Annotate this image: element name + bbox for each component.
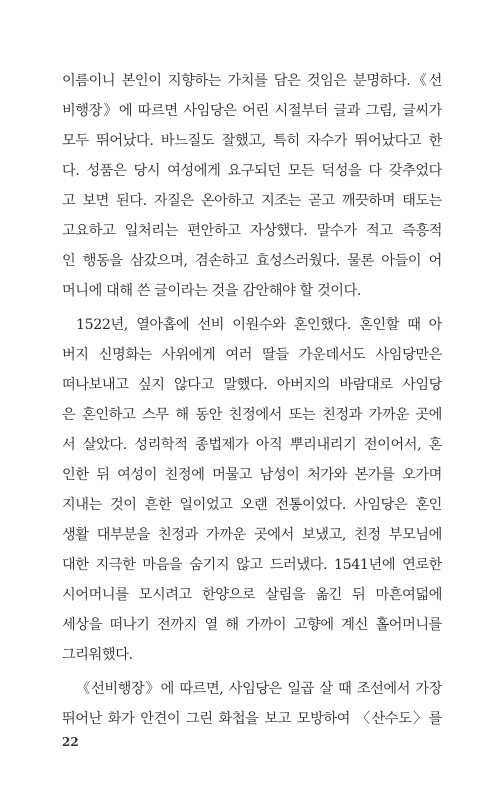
text-line: 생활 대부분을 친정과 가까운 곳에서 보냈고, 친정 부모님에 — [62, 527, 442, 543]
text-line: 떠나보내고 싶지 않다고 말했다. 아버지의 바람대로 사임당 — [62, 377, 442, 393]
text-line: 버지 신명화는 사위에게 여러 딸들 가운데서도 사임당만은 — [62, 347, 442, 363]
text-line: 고요하고 일처리는 편안하고 자상했다. 말수가 적고 즉흥적 — [62, 223, 442, 239]
text-line: 《선비행장》에 따르면, 사임당은 일곱 살 때 조선에서 가장 — [76, 681, 442, 697]
text-line: 시어머니를 모시려고 한양으로 살림을 옮긴 뒤 마흔여덟에 — [62, 587, 442, 603]
page-number: 22 — [62, 735, 79, 749]
text-line: 1522년, 열아홉에 선비 이원수와 혼인했다. 혼인할 때 아 — [76, 317, 442, 333]
text-line: 대한 지극한 마음을 숨기지 않고 드러냈다. 1541년에 연로한 — [62, 557, 442, 573]
text-line: 서 살았다. 성리학적 종법제가 아직 뿌리내리기 전이어서, 혼 — [62, 437, 442, 453]
text-line: 머니에 대해 쓴 글이라는 것을 감안해야 할 것이다. — [62, 283, 361, 299]
text-line: 뛰어난 화가 안견이 그린 화첩을 보고 모방하여 〈산수도〉를 — [62, 711, 442, 727]
text-line: 세상을 떠나기 전까지 열 해 가까이 고향에 계신 홀어머니를 — [62, 617, 442, 633]
text-line: 이름이니 본인이 지향하는 가치를 담은 것임은 분명하다.《선 — [62, 73, 442, 89]
text-line: 지내는 것이 흔한 일이었고 오랜 전통이었다. 사임당은 혼인 — [62, 497, 442, 513]
text-line: 은 혼인하고 스무 해 동안 친정에서 또는 친정과 가까운 곳에 — [62, 407, 442, 423]
text-line: 모두 뛰어났다. 바느질도 잘했고, 특히 자수가 뛰어났다고 한 — [62, 133, 442, 149]
text-line: 인한 뒤 여성이 친정에 머물고 남성이 처가와 본가를 오가며 — [62, 467, 442, 483]
text-line: 다. 성품은 당시 여성에게 요구되던 모든 덕성을 다 갖추었다 — [62, 163, 442, 179]
text-line: 그리워했다. — [62, 647, 133, 663]
text-line: 인 행동을 삼갔으며, 겸손하고 효성스러웠다. 물론 아들이 어 — [62, 253, 442, 269]
text-line: 비행장》에 따르면 사임당은 어린 시절부터 글과 그림, 글씨가 — [62, 103, 442, 119]
text-line: 고 보면 된다. 자질은 온아하고 지조는 곧고 깨끗하며 태도는 — [62, 193, 442, 209]
